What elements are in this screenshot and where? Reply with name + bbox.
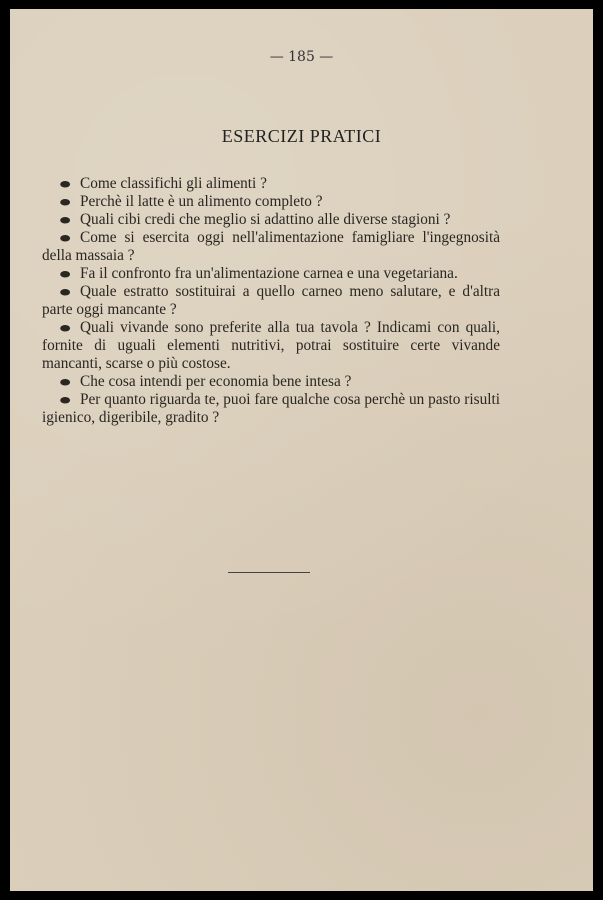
exercise-text: Perchè il latte è un alimento completo ?: [80, 193, 323, 210]
section-title: ESERCIZI PRATICI: [221, 126, 382, 146]
exercise-item: [42, 265, 500, 283]
exercise-text: Quali cibi credi che meglio si adattino alle diverse stagioni ?: [80, 211, 451, 228]
book-page: [10, 9, 593, 891]
leaf-ornament-icon: ⬬: [60, 321, 71, 335]
exercise-item: [42, 391, 500, 427]
exercise-text: Che cosa intendi per economia bene intesa ?: [80, 373, 352, 390]
exercise-item: [42, 211, 500, 229]
leaf-ornament-icon: ⬬: [60, 375, 71, 389]
exercise-item: [42, 229, 500, 265]
exercise-item: [42, 319, 500, 373]
leaf-ornament-icon: ⬬: [60, 267, 71, 281]
page-number: — 185 —: [269, 49, 334, 65]
exercise-text: Fa il confronto fra un'alimentazione carnea e una vegetariana.: [80, 265, 458, 282]
exercise-text: Quali vivande sono preferite alla tua tavola ? Indicami con quali, fornite di uguali elementi nutritivi, potrai sostituire certe vivande mancanti, scarse o più costose.: [42, 319, 500, 372]
exercise-text: Quale estratto sostituirai a quello carneo meno salutare, e d'altra parte oggi mancante ?: [42, 283, 500, 318]
exercise-item: [42, 283, 500, 319]
leaf-ornament-icon: ⬬: [60, 231, 71, 245]
exercise-text: Per quanto riguarda te, puoi fare qualche cosa perchè un pasto risulti igienico, digeribile, gradito ?: [42, 391, 500, 426]
end-rule: [228, 572, 310, 573]
exercise-text: Come si esercita oggi nell'alimentazione famigliare l'ingegnosità della massaia ?: [42, 229, 500, 264]
leaf-ornament-icon: ⬬: [60, 177, 71, 191]
leaf-ornament-icon: ⬬: [60, 213, 71, 227]
leaf-ornament-icon: ⬬: [60, 393, 71, 407]
exercise-text: Come classifichi gli alimenti ?: [80, 175, 267, 192]
exercise-list: [42, 175, 500, 427]
exercise-item: [42, 175, 500, 193]
leaf-ornament-icon: ⬬: [60, 195, 71, 209]
exercise-item: [42, 373, 500, 391]
leaf-ornament-icon: ⬬: [60, 285, 71, 299]
exercise-item: [42, 193, 500, 211]
